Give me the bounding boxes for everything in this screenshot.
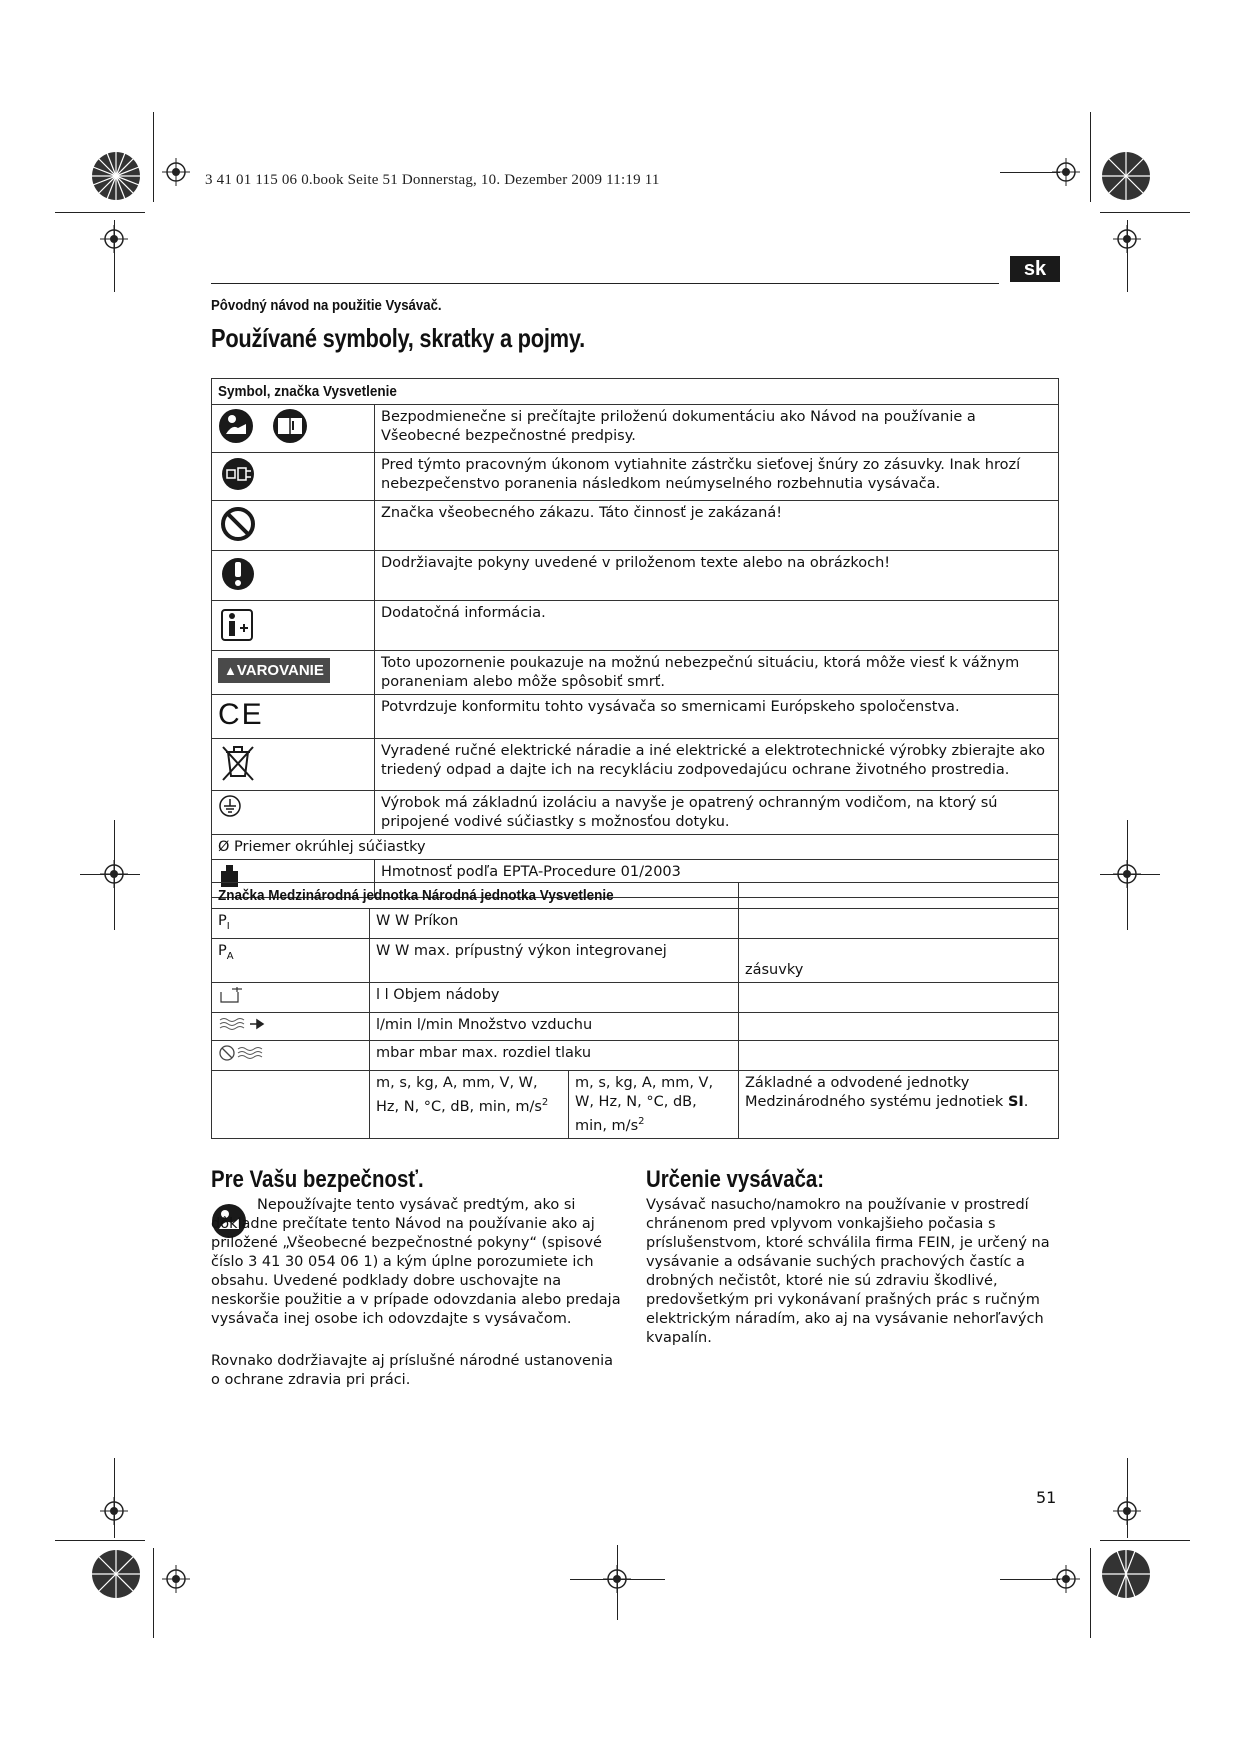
symbols-table (211, 378, 1059, 898)
table-cell: Potvrdzuje konformitu tohto vysávača so smernicami Európskeho spoločenstva. (375, 695, 1059, 739)
table-cell: Pred týmto pracovným úkonom vytiahnite zástrčku sieťovej šnúry zo zásuvky. Inak hrozí nebezpečenstvo poranenia následkom neúmyselného rozbehnutia vysávača. (375, 453, 1059, 501)
purpose-heading: Určenie vysávača: (646, 1166, 825, 1193)
table-row (212, 695, 1059, 739)
crosshair-icon (162, 1565, 190, 1593)
header-rule (211, 283, 999, 284)
vacuum-icon (218, 1044, 268, 1062)
read-manual-icon (218, 408, 314, 444)
table-cell: Dodržiavajte pokyny uvedené v priloženom texte alebo na obrázkoch! (375, 551, 1059, 601)
weee-bin-icon (218, 742, 258, 782)
table-row (212, 909, 1059, 939)
safety-paragraph-2: Rovnako dodržiavajte aj príslušné národné ustanovenia o ochrane zdravia pri práci. (211, 1353, 614, 1388)
table-row (212, 1040, 1059, 1070)
table-row (212, 1012, 1059, 1040)
table-cell: W W max. prípustný výkon integrovanej (370, 938, 739, 982)
units-table (211, 882, 1059, 1139)
starburst-mark-icon (90, 1548, 142, 1600)
table-cell: l/min l/min Množstvo vzduchu (370, 1012, 739, 1040)
table-row (212, 938, 1059, 982)
table-cell: l l Objem nádoby (370, 982, 739, 1012)
protective-earth-icon (218, 794, 242, 818)
table-row (212, 651, 1059, 695)
section-title: Používané symboly, skratky a pojmy. (211, 323, 585, 353)
table-cell: m, s, kg, A, mm, V, W, Hz, N, °C, dB, min, $m/s^2$ (370, 1070, 569, 1138)
crosshair-icon (162, 158, 190, 186)
table-row (212, 405, 1059, 453)
table-cell: Toto upozornenie poukazuje na možnú nebezpečnú situáciu, ktorá môže viesť k vážnym poraneniam alebo môže spôsobiť smrť. (375, 651, 1059, 695)
exclamation-icon (218, 554, 258, 592)
table-row (212, 601, 1059, 651)
table-header-row (212, 379, 1059, 405)
safety-paragraph: Nepoužívajte tento vysávač predtým, ako si dôkladne prečítate tento Návod na používanie ako aj priložené „Všeobecné bezpečnostné pokyny“ (spisové číslo 3 41 30 054 06 1) a kým úplne porozumiete ich obsahu. Uvedené podklady dobre uschovajte na neskoršie použitie a v prípade odovzdania alebo predaja vysávača inej osobe ich odovzdajte s vysávačom. (211, 1197, 621, 1327)
table-header: Značka Medzinárodná jednotka Národná jednotka Vysvetlenie (218, 887, 614, 904)
table-row (212, 982, 1059, 1012)
table-cell: Dodatočná informácia. (375, 601, 1059, 651)
table-cell: Hmotnosť podľa EPTA-Procedure 01/2003 (375, 860, 1059, 898)
info-icon (218, 604, 258, 642)
starburst-mark-icon (1100, 1548, 1152, 1600)
table-row (212, 551, 1059, 601)
container-icon (218, 986, 248, 1004)
symbol-cell: $P_A$ (212, 938, 370, 982)
table-cell: Základné a odvodené jednotky Medzinárodného systému jednotiek SI. (739, 1070, 1059, 1138)
table-cell: W W Príkon (370, 909, 739, 939)
table-row (212, 501, 1059, 551)
prohibition-icon (218, 504, 258, 542)
unplug-icon (218, 456, 258, 492)
table-cell: Značka všeobecného zákazu. Táto činnosť je zakázaná! (375, 501, 1059, 551)
purpose-paragraph: Vysávač nasucho/namokro na používanie v prostredí chránenom pred vplyvom vonkajšieho počasia s príslušenstvom, ktoré schválila firma FEIN, je určený na vysávanie a odsávanie suchých prachových častíc a drobných nečistôt, ktoré nie sú zdraviu škodlivé, predovšetkým pri vykonávaní prašných prác s ručným elektrickým náradím, ako aj na vysávanie nehorľavých kvapalín. (646, 1197, 1050, 1346)
starburst-mark-icon (1100, 150, 1152, 202)
language-badge: sk (1010, 256, 1060, 282)
ce-mark-icon: CE (218, 698, 264, 731)
safety-heading: Pre Vašu bezpečnosť. (211, 1166, 424, 1193)
table-row (212, 739, 1059, 791)
table-row (212, 1070, 1059, 1138)
document-subtitle: Pôvodný návod na použitie Vysávač. (211, 297, 442, 314)
table-header: Symbol, značka Vysvetlenie (218, 383, 397, 400)
table-cell: Výrobok má základnú izoláciu a navyše je opatrený ochranným vodičom, na ktorý sú pripojené vodivé súčiastky s možnosťou dotyku. (375, 791, 1059, 835)
table-cell: zásuvky (739, 938, 1059, 982)
table-cell: Vyradené ručné elektrické náradie a iné elektrické a elektrotechnické výrobky zbierajte ako triedený odpad a dajte ich na recykláciu zodpovedajúcu ochrane životného prostredia. (375, 739, 1059, 791)
page-number: 51 (1036, 1488, 1057, 1507)
table-row (212, 835, 1059, 860)
table-cell: Ø Priemer okrúhlej súčiastky (212, 835, 1059, 860)
symbol-cell: $P_I$ (212, 909, 370, 939)
table-cell: mbar mbar max. rozdiel tlaku (370, 1040, 739, 1070)
warning-label-icon: ▲VAROVANIE (218, 658, 330, 683)
table-row (212, 791, 1059, 835)
starburst-mark-icon (90, 150, 142, 202)
table-header-row (212, 883, 1059, 909)
table-cell: Bezpodmienečne si prečítajte priloženú dokumentáciu ako Návod na používanie a Všeobecné bezpečnostné predpisy. (375, 405, 1059, 453)
print-file-header: 3 41 01 115 06 0.book Seite 51 Donnerstag, 10. Dezember 2009 11:19 11 (205, 172, 660, 188)
table-row (212, 453, 1059, 501)
table-cell: m, s, kg, A, mm, V, W, Hz, N, °C, dB, min, $m/s^2$ (569, 1070, 739, 1138)
airflow-icon (218, 1016, 268, 1032)
